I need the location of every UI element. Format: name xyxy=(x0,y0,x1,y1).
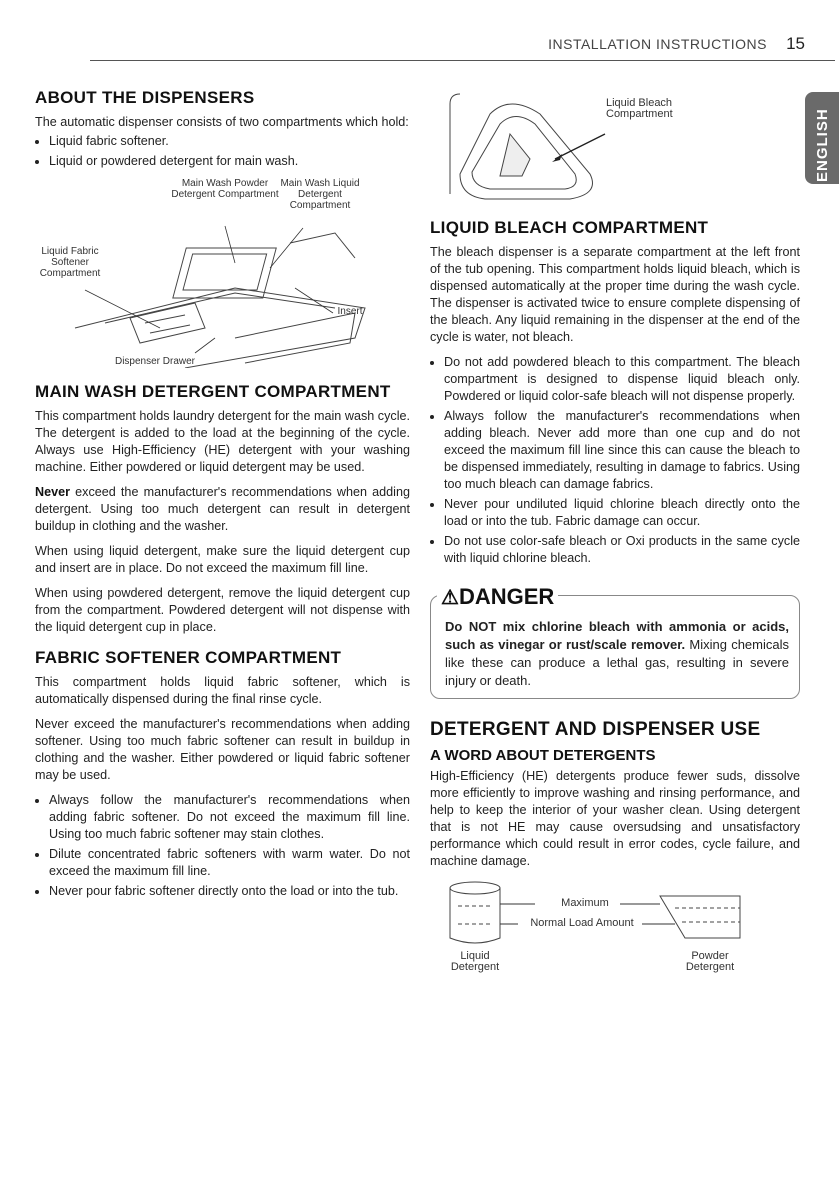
insert-label: Insert xyxy=(337,306,363,317)
main-wash-p2 xyxy=(35,484,410,535)
powder-detergent-label: Powder Detergent xyxy=(685,950,735,973)
main-wash-p2-rest: exceed the manufacturer's recommendations when adding detergent. Using too much detergent can result in detergent buildup in clothing and the washer. xyxy=(35,485,410,533)
about-heading: ABOUT THE DISPENSERS xyxy=(35,88,255,107)
main-wash-liquid-label: Main Wash Liquid Detergent Compartment xyxy=(280,178,360,211)
list-item: • Liquid or powdered detergent for main wash. xyxy=(49,153,410,170)
liquid-fabric-label: Liquid Fabric Softener Compartment xyxy=(39,246,101,279)
danger-title-text: DANGER xyxy=(458,584,555,609)
bleach-heading: LIQUID BLEACH COMPARTMENT xyxy=(430,218,709,237)
main-wash-p3: When using liquid detergent, make sure the liquid detergent cup and insert are in place. Do not exceed the maximum fill line. xyxy=(35,544,410,575)
detergent-use-p1: High-Efficiency (HE) detergents produce fewer suds, dissolve more efficiently to improve washing and rinsing performance, and help to keep the interior of your washer clean. Using detergent that is not HE may cause oversudsing and unsatisfactory performance which could result in error codes, cycle failure, and machine damage. xyxy=(430,769,800,868)
about-intro: The automatic dispenser consists of two compartments which hold: xyxy=(35,115,409,129)
page-header xyxy=(90,26,835,61)
liquid-detergent-label: Liquid Detergent xyxy=(450,950,500,973)
normal-load-label: Normal Load Amount xyxy=(530,917,634,929)
fabric-p2: Never exceed the manufacturer's recommendations when adding softener. Using too much fabric softener can result in buildup in clothing and the washer. Either powdered or liquid fabric softener may be used. xyxy=(35,717,410,782)
list-item: • Never pour undiluted liquid chlorine bleach directly onto the load or into the tub. Fabric damage can occur. xyxy=(444,496,800,530)
dispenser-drawer-figure xyxy=(35,178,410,368)
danger-text xyxy=(445,618,789,690)
bleach-compartment-figure xyxy=(430,84,800,212)
language-tab-label: ENGLISH xyxy=(814,108,831,182)
bleach-p1: The bleach dispenser is a separate compartment at the left front of the tub opening. This compartment holds liquid bleach, which is dispensed automatically at the proper time during the wash cycle. The dispenser is activated twice to ensure complete dispensing of the bleach. Any liquid remaining in the dispenser at the end of the cycle is water, not bleach. xyxy=(430,245,800,344)
list-item: • Always follow the manufacturer's recommendations when adding fabric softener. Do not exceed the maximum fill line. Using too much fabric softener may stain clothes. xyxy=(49,792,410,843)
list-item: • Do not use color-safe bleach or Oxi products in the same cycle with liquid chlorine bleach. xyxy=(444,533,800,567)
about-list xyxy=(35,133,410,170)
never-word: Never xyxy=(35,485,71,499)
language-tab xyxy=(805,92,839,184)
main-wash-heading: MAIN WASH DETERGENT COMPARTMENT xyxy=(35,382,391,401)
danger-box xyxy=(430,584,800,699)
left-column xyxy=(35,88,410,908)
list-item: • Always follow the manufacturer's recommendations when adding bleach. Never add more than one cup and do not exceed the maximum fill line since this can cause the bleach to be dispensed immediately, resulting in damage to fabrics. Using too much bleach can damage fabrics. xyxy=(444,408,800,493)
fabric-p1: This compartment holds liquid fabric softener, which is automatically dispensed during the final rinse cycle. xyxy=(35,675,410,706)
detergent-use-heading: DETERGENT AND DISPENSER USE xyxy=(430,719,761,740)
bleach-list xyxy=(430,354,800,567)
list-item: • Do not add powdered bleach to this compartment. The bleach compartment is designed to dispense liquid bleach only. Powdered or liquid color-safe bleach will not dispense properly. xyxy=(444,354,800,405)
page-number: 15 xyxy=(786,34,805,53)
list-item: • Liquid fabric softener. xyxy=(49,133,410,150)
danger-title xyxy=(437,584,558,610)
right-column xyxy=(430,88,800,984)
main-wash-p4: When using powdered detergent, remove the liquid detergent cup from the compartment. Powdered detergent will not dispense with the liquid detergent cup in place. xyxy=(35,586,410,634)
main-wash-p1: This compartment holds laundry detergent for the main wash cycle. The detergent is added to the load at the beginning of the cycle. Always use High-Efficiency (HE) detergent with your washing machine. Either powdered or liquid detergent may be used. xyxy=(35,409,410,474)
fabric-heading: FABRIC SOFTENER COMPARTMENT xyxy=(35,648,342,667)
drawer-label: Dispenser Drawer xyxy=(114,356,196,367)
header-title: INSTALLATION INSTRUCTIONS xyxy=(548,36,767,52)
list-item: • Dilute concentrated fabric softeners with warm water. Do not exceed the maximum fill line. xyxy=(49,846,410,880)
danger-bold: Do NOT mix chlorine bleach with ammonia or acids, such as vinegar or rust/scale remover. xyxy=(445,619,789,652)
warning-triangle-icon: ⚠ xyxy=(441,587,459,609)
main-wash-powder-label: Main Wash Powder Detergent Compartment xyxy=(171,178,279,200)
danger-rest: Mixing chemicals like these can produce a lethal gas, resulting in severe injury or death. xyxy=(445,637,789,688)
maximum-label: Maximum xyxy=(561,897,609,909)
word-about-detergents-heading: A WORD ABOUT DETERGENTS xyxy=(430,747,656,764)
fabric-list xyxy=(35,792,410,900)
bleach-compartment-label: Liquid Bleach Compartment xyxy=(606,97,673,120)
list-item: • Never pour fabric softener directly onto the load or into the tub. xyxy=(49,883,410,900)
detergent-levels-figure xyxy=(430,878,800,978)
